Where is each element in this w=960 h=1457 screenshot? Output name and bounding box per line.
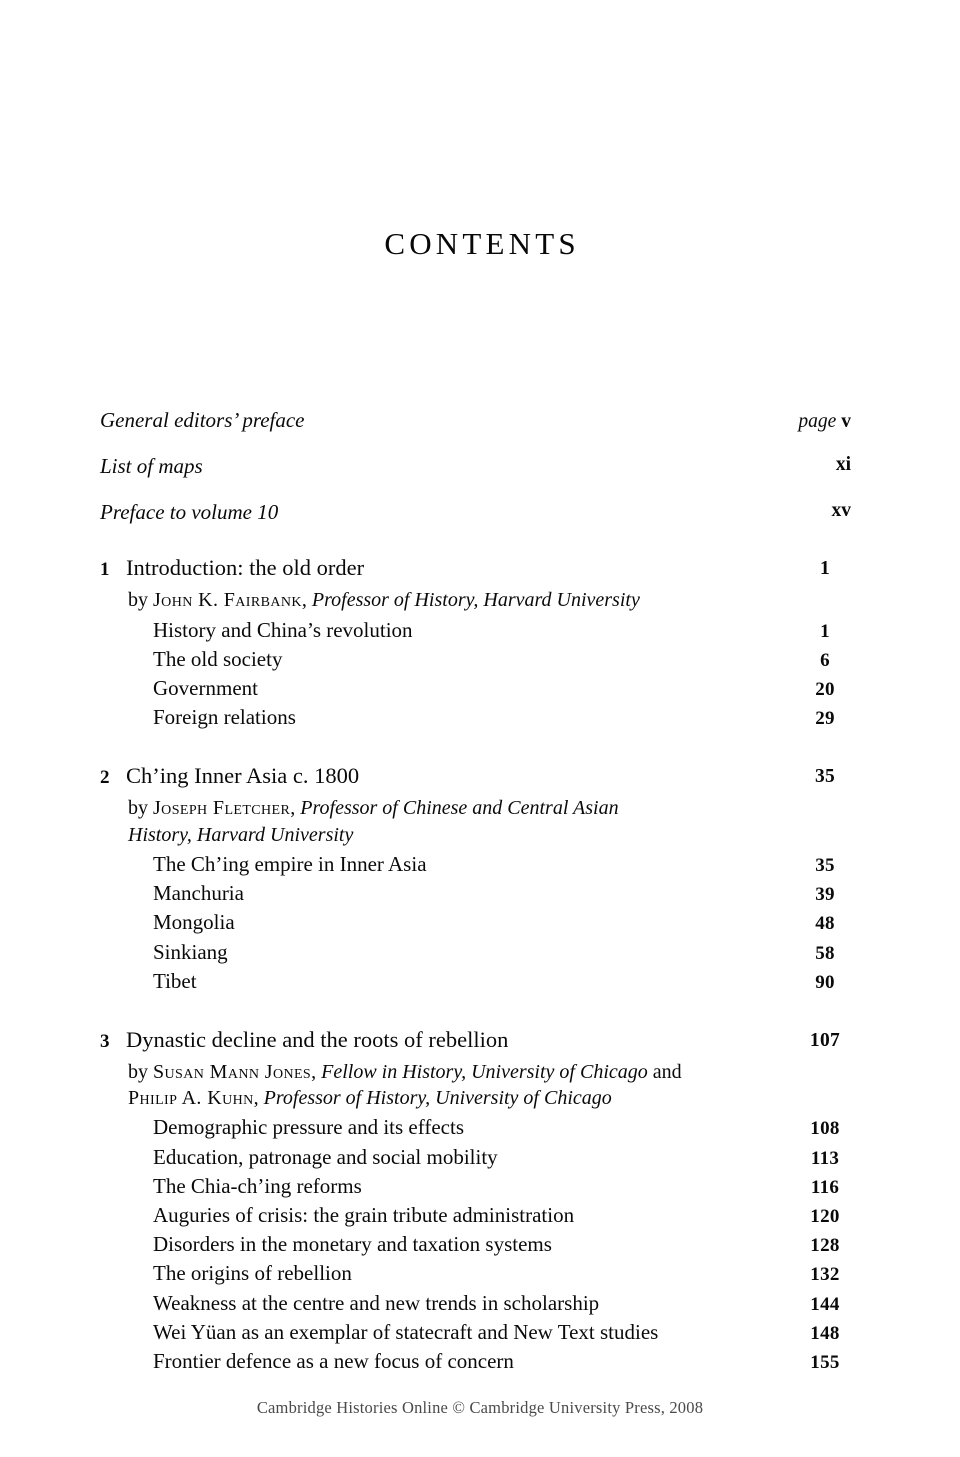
chapter-number: 3	[100, 1030, 110, 1052]
section-label: Sinkiang	[153, 939, 228, 964]
section-label: Wei Yüan as an exemplar of statecraft and New Text studies	[153, 1319, 659, 1344]
section-label: The Chia-ch’ing reforms	[153, 1173, 362, 1198]
front-matter-entry[interactable]	[100, 454, 860, 478]
section-label: Government	[153, 675, 258, 700]
section-entry[interactable]	[153, 674, 860, 703]
page-title: CONTENTS	[384, 225, 580, 261]
section-entry[interactable]	[153, 1143, 860, 1172]
section-label: Auguries of crisis: the grain tribute administration	[153, 1203, 575, 1228]
byline-by: by	[128, 1060, 153, 1083]
section-entry[interactable]	[153, 1201, 860, 1230]
page-number: v	[841, 411, 851, 432]
byline-by: by	[128, 797, 153, 820]
chapter-entry	[100, 762, 860, 996]
page-number: 155	[810, 1351, 840, 1373]
author-affiliation: Professor of Chinese and Central Asian	[300, 797, 619, 820]
chapter-title: Introduction: the old order	[126, 555, 365, 581]
page-number: 39	[815, 884, 835, 906]
author-affiliation-continued: History, Harvard University	[128, 823, 354, 846]
page-number: 58	[815, 942, 835, 964]
front-matter-entry[interactable]	[100, 500, 860, 524]
section-entry[interactable]	[153, 645, 860, 674]
section-entry[interactable]	[153, 616, 860, 645]
page-number: 20	[815, 678, 835, 700]
byline-comma: ,	[311, 1060, 322, 1083]
table-of-contents	[100, 408, 860, 1376]
section-list	[100, 1113, 860, 1376]
byline-by: by	[128, 589, 153, 612]
page-word-label: page	[798, 411, 837, 432]
author-name: John K. Fairbank	[153, 589, 302, 612]
section-list	[100, 616, 860, 733]
section-entry[interactable]	[153, 1289, 860, 1318]
author-name-second: Philip A. Kuhn	[128, 1087, 254, 1110]
chapter-heading[interactable]	[100, 554, 860, 582]
chapter-number: 2	[100, 767, 110, 789]
page-number: 128	[810, 1235, 840, 1257]
section-entry[interactable]	[153, 967, 860, 996]
section-label: Tibet	[153, 968, 197, 993]
chapter-byline	[128, 1059, 828, 1112]
chapter-entry	[100, 1026, 860, 1376]
section-label: History and China’s revolution	[153, 617, 413, 642]
section-label: Frontier defence as a new focus of concern	[153, 1348, 514, 1373]
chapter-entry	[100, 554, 860, 732]
page-number: 116	[810, 1176, 840, 1198]
author-affiliation: Professor of History, Harvard University	[311, 589, 640, 612]
byline-comma: ,	[290, 797, 301, 820]
section-entry[interactable]	[153, 850, 860, 879]
section-entry[interactable]	[153, 938, 860, 967]
page-footer: Cambridge Histories Online © Cambridge University Press, 2008	[256, 1398, 704, 1417]
byline-comma: ,	[301, 589, 312, 612]
section-label: The origins of rebellion	[153, 1261, 352, 1286]
section-label: Education, patronage and social mobility	[153, 1144, 498, 1169]
page-number: 35	[815, 854, 835, 876]
section-label: Demographic pressure and its effects	[153, 1115, 465, 1140]
section-entry[interactable]	[153, 1113, 860, 1142]
section-entry[interactable]	[153, 703, 860, 732]
section-label: Mongolia	[153, 910, 235, 935]
section-entry[interactable]	[153, 879, 860, 908]
author-name: Joseph Fletcher	[153, 797, 291, 820]
byline-comma-second: ,	[253, 1087, 264, 1110]
page-number: 108	[810, 1118, 840, 1140]
page-number: 120	[810, 1206, 840, 1228]
chapter-title-italic: c.	[292, 763, 309, 789]
section-list	[100, 850, 860, 996]
page-number: xv	[831, 500, 851, 522]
section-entry[interactable]	[153, 1318, 860, 1347]
page-number: xi	[835, 454, 851, 476]
chapter-title-tail: 1800	[308, 763, 360, 789]
page-number: 113	[810, 1147, 840, 1169]
page-number: 1	[819, 558, 831, 580]
page-number: 132	[810, 1264, 840, 1286]
author-affiliation: Fellow in History, University of Chicago	[321, 1060, 648, 1083]
front-matter-entry[interactable]	[100, 408, 860, 432]
chapter-number: 1	[100, 559, 110, 581]
section-entry[interactable]	[153, 1347, 860, 1376]
page-number: 29	[815, 708, 835, 730]
front-matter-label: Preface to volume 10	[100, 500, 279, 525]
chapter-byline	[128, 587, 828, 613]
chapter-heading[interactable]	[100, 762, 860, 790]
page-number: 1	[820, 620, 830, 642]
section-entry[interactable]	[153, 1259, 860, 1288]
author-name: Susan Mann Jones	[153, 1060, 312, 1083]
page-number: 48	[815, 913, 835, 935]
section-label: Manchuria	[153, 881, 244, 906]
chapter-byline	[128, 795, 828, 848]
front-matter-page	[730, 408, 860, 433]
author-affiliation-second: Professor of History, University of Chicago	[263, 1087, 612, 1110]
section-entry[interactable]	[153, 1172, 860, 1201]
section-label: The Ch’ing empire in Inner Asia	[153, 851, 427, 876]
chapter-title: Dynastic decline and the roots of rebellion	[126, 1026, 509, 1052]
section-entry[interactable]	[153, 1230, 860, 1259]
page-number: 35	[814, 766, 836, 788]
page-number: 107	[809, 1029, 841, 1051]
page-number: 144	[810, 1293, 840, 1315]
section-label: The old society	[153, 646, 283, 671]
chapter-title: Ch’ing Inner Asia	[126, 763, 293, 789]
byline-conjunction: and	[647, 1060, 682, 1083]
page-number: 148	[810, 1322, 840, 1344]
section-label: Foreign relations	[153, 705, 296, 730]
chapter-heading[interactable]	[100, 1026, 860, 1054]
section-label: Weakness at the centre and new trends in scholarship	[153, 1290, 600, 1315]
page-number: 90	[815, 971, 835, 993]
section-entry[interactable]	[153, 908, 860, 937]
front-matter-label: General editors’ preface	[100, 408, 305, 432]
section-label: Disorders in the monetary and taxation systems	[153, 1232, 552, 1257]
front-matter-label: List of maps	[100, 454, 203, 479]
page-number: 6	[820, 649, 830, 671]
